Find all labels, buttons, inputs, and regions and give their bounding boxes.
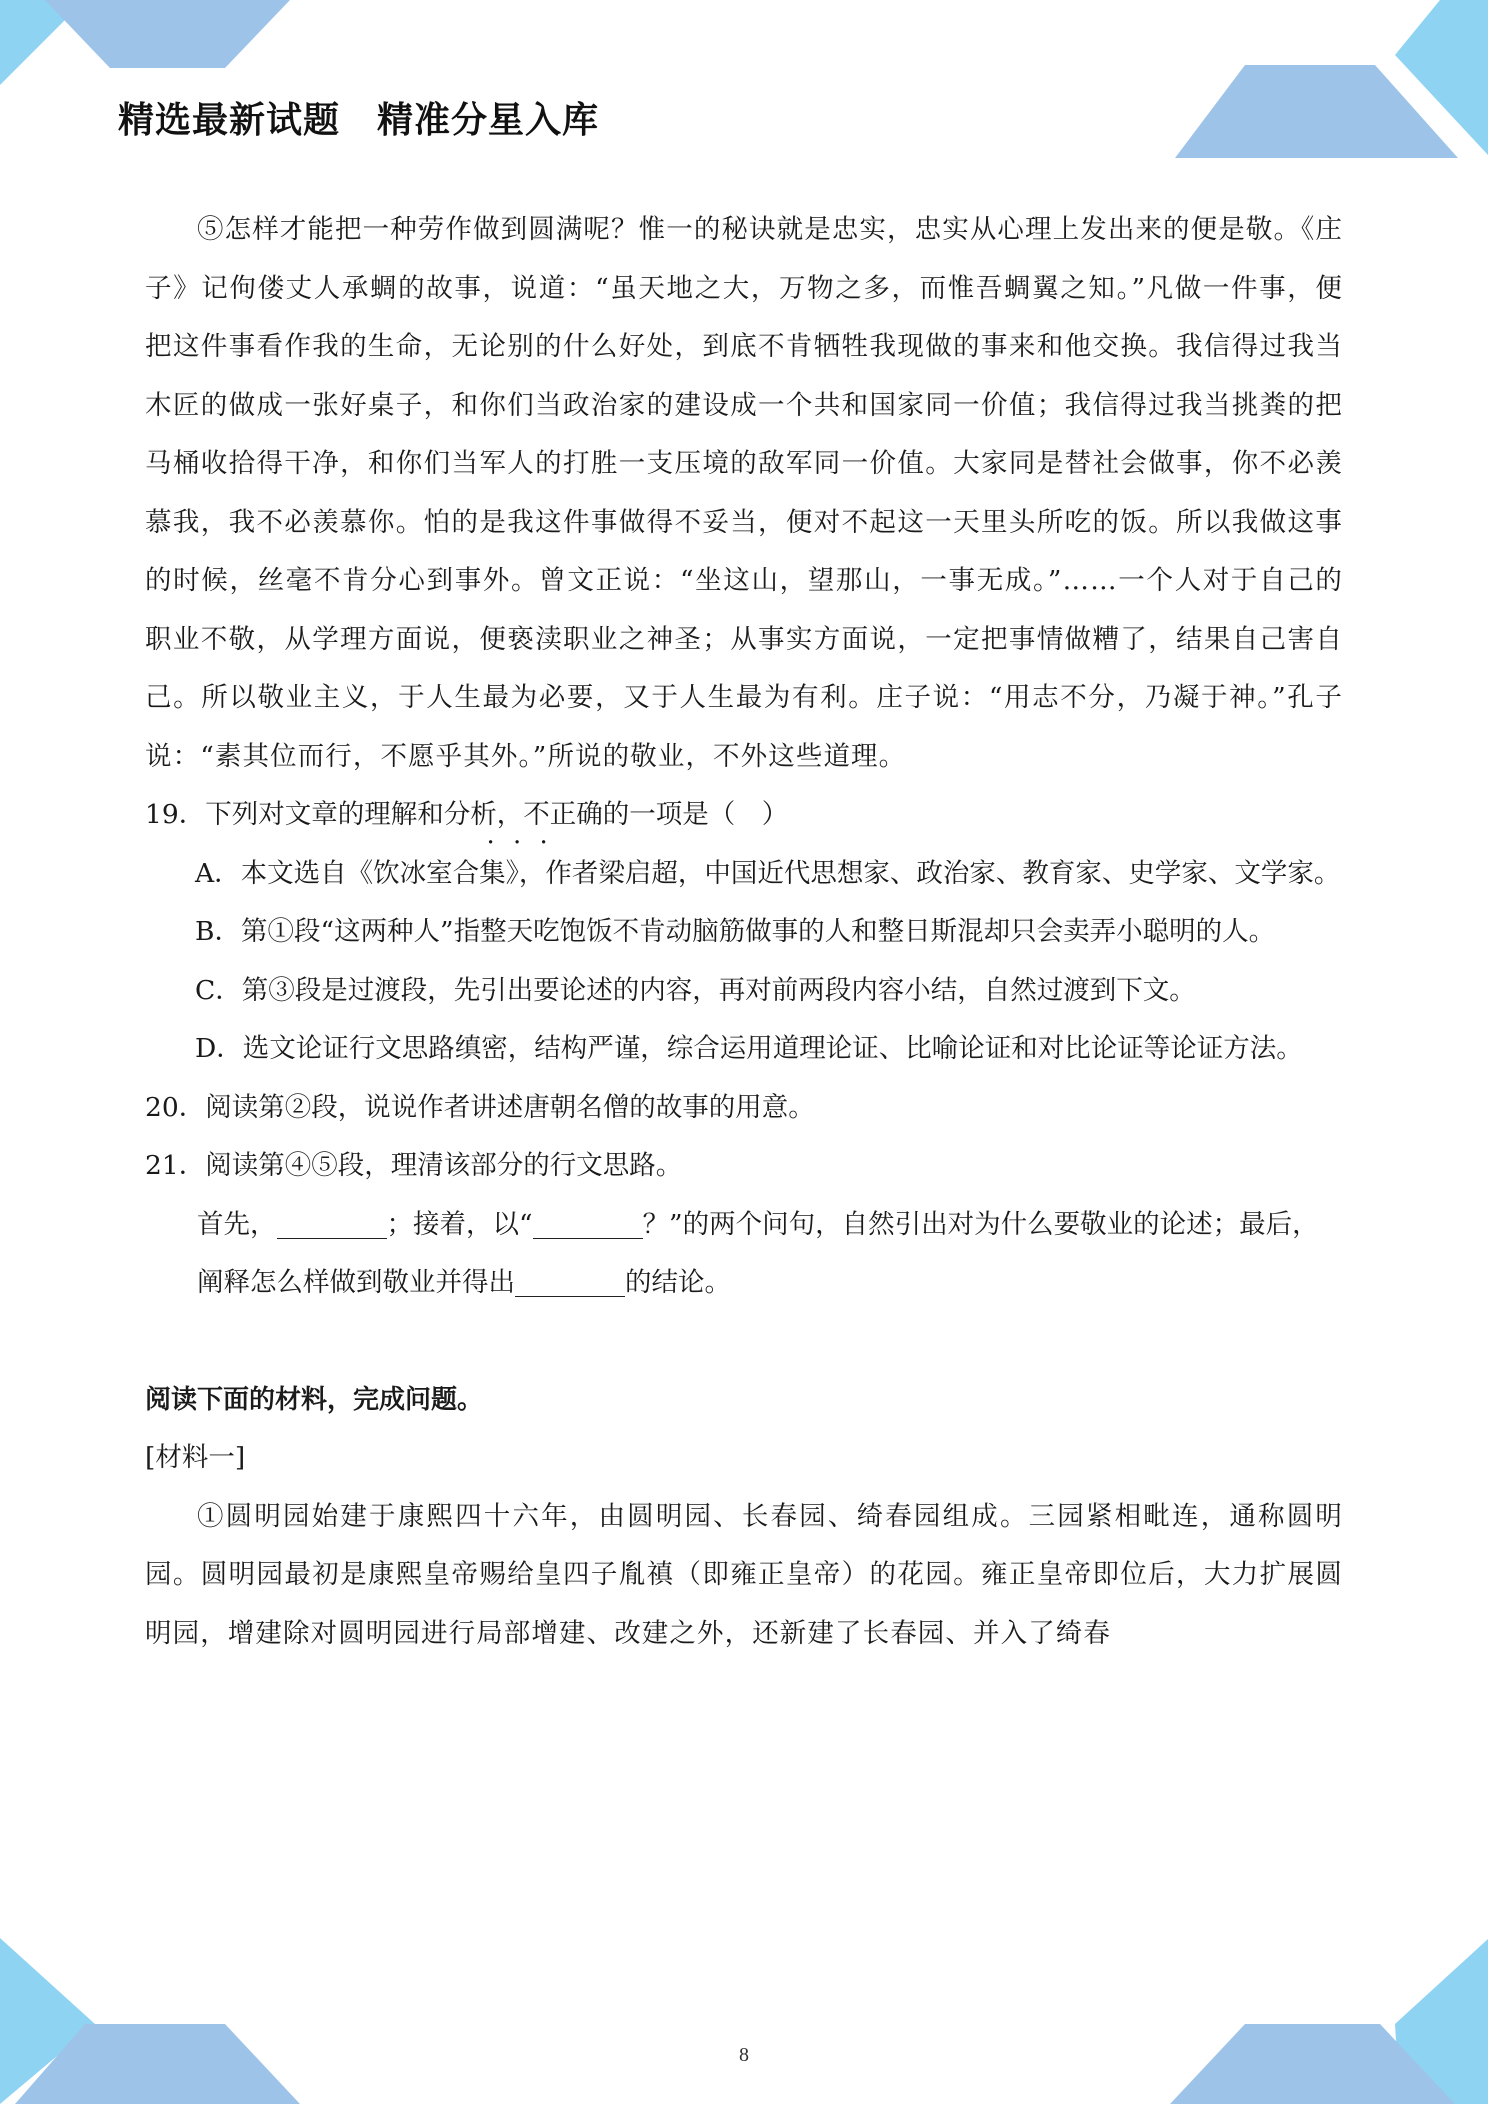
deco-shape — [1175, 65, 1458, 158]
document-body — [145, 201, 1343, 1663]
question-20: 20．阅读第②段，说说作者讲述唐朝名僧的故事的用意。 — [145, 1091, 815, 1123]
section-title: 阅读下面的材料，完成问题。 — [145, 1384, 484, 1415]
question-21: 21．阅读第④⑤段，理清该部分的行文思路。 — [145, 1150, 683, 1181]
material-paragraph-1: ①圆明园始建于康熙四十六年，由圆明园、长春园、绮春园组成。三园紧相毗连，通称圆明园。圆明园最初是康熙皇帝赐给皇四子胤禛（即雍正皇帝）的花园。雍正皇帝即位后，大力扩展圆明园，增建除对圆明园进行局部增建、改建之外，还新建了长春园、并入了绮春 — [145, 1500, 1343, 1649]
emphasis-char: 不 — [523, 799, 550, 830]
question-19-prefix: 19．下列对文章的理解和分析， — [145, 799, 524, 830]
deco-shape — [45, 0, 290, 68]
question-19-suffix: 的一项是（ ） — [602, 799, 789, 830]
fill-text: ？”的两个问句，自然引出对为什么要敬业的论述；最后，阐释怎么样做到敬业并得出 — [197, 1208, 1319, 1298]
fill-text: ；接着，以“ — [386, 1208, 533, 1240]
answer-blank[interactable] — [515, 1264, 625, 1297]
answer-blank[interactable] — [533, 1206, 643, 1239]
fill-text: 首先， — [197, 1208, 277, 1240]
option-a: A．本文选自《饮冰室合集》，作者梁启超，中国近代思想家、政治家、教育家、史学家、文学家。 — [195, 857, 1341, 889]
passage-paragraph-5: ⑤怎样才能把一种劳作做到圆满呢？惟一的秘诀就是忠实，忠实从心理上发出来的便是敬。《庄子》记佝偻丈人承蜩的故事，说道：“虽天地之大，万物之多，而惟吾蜩翼之知。”凡做一件事，便把这件事看作我的生命，无论别的什么好处，到底不肯牺牲我现做的事来和他交换。我信得过我当木匠的做成一张好桌子，和你们当政治家的建设成一个共和国家同一价值；我信得过我当挑粪的把马桶收拾得干净，和你们当军人的打胜一支压境的敌军同一价值。大家同是替社会做事，你不必羡慕我，我不必羡慕你。怕的是我这件事做得不妥当，便对不起这一天里头所吃的饭。所以我做这事的时候，丝毫不肯分心到事外。曾文正说：“坐这山，望那山，一事无成。”……一个人对于自己的职业不敬，从学理方面说，便亵渎职业之神圣；从事实方面说，一定把事情做糟了，结果自己害自己。所以敬业主义，于人生最为必要，又于人生最为有利。庄子说：“用志不分，乃凝于神。”孔子说：“素其位而行，不愿乎其外。”所说的敬业，不外这些道理。 — [145, 214, 1343, 772]
header-title: 精选最新试题 精准分星入库 — [118, 100, 600, 141]
corner-decoration-bottom — [0, 1924, 1488, 2104]
page-number: 8 — [739, 2044, 749, 2066]
material-label: [材料一] — [145, 1442, 246, 1473]
emphasis-char: 正 — [549, 799, 577, 830]
fill-text: 的结论。 — [625, 1267, 731, 1298]
question-21-fill-blank — [145, 1196, 1343, 1313]
question-19 — [145, 786, 1343, 845]
emphasis-char: 确 — [576, 799, 603, 830]
corner-decoration-top — [0, 0, 1488, 170]
option-b: B．第①段“这两种人”指整天吃饱饭不肯动脑筋做事的人和整日斯混却只会卖弄小聪明的人。 — [195, 916, 1276, 947]
option-d: D．选文论证行文思路缜密，结构严谨，综合运用道理论证、比喻论证和对比论证等论证方法。 — [195, 1033, 1303, 1064]
option-c: C．第③段是过渡段，先引出要论述的内容，再对前两段内容小结，自然过渡到下文。 — [195, 974, 1196, 1006]
answer-blank[interactable] — [277, 1206, 387, 1239]
